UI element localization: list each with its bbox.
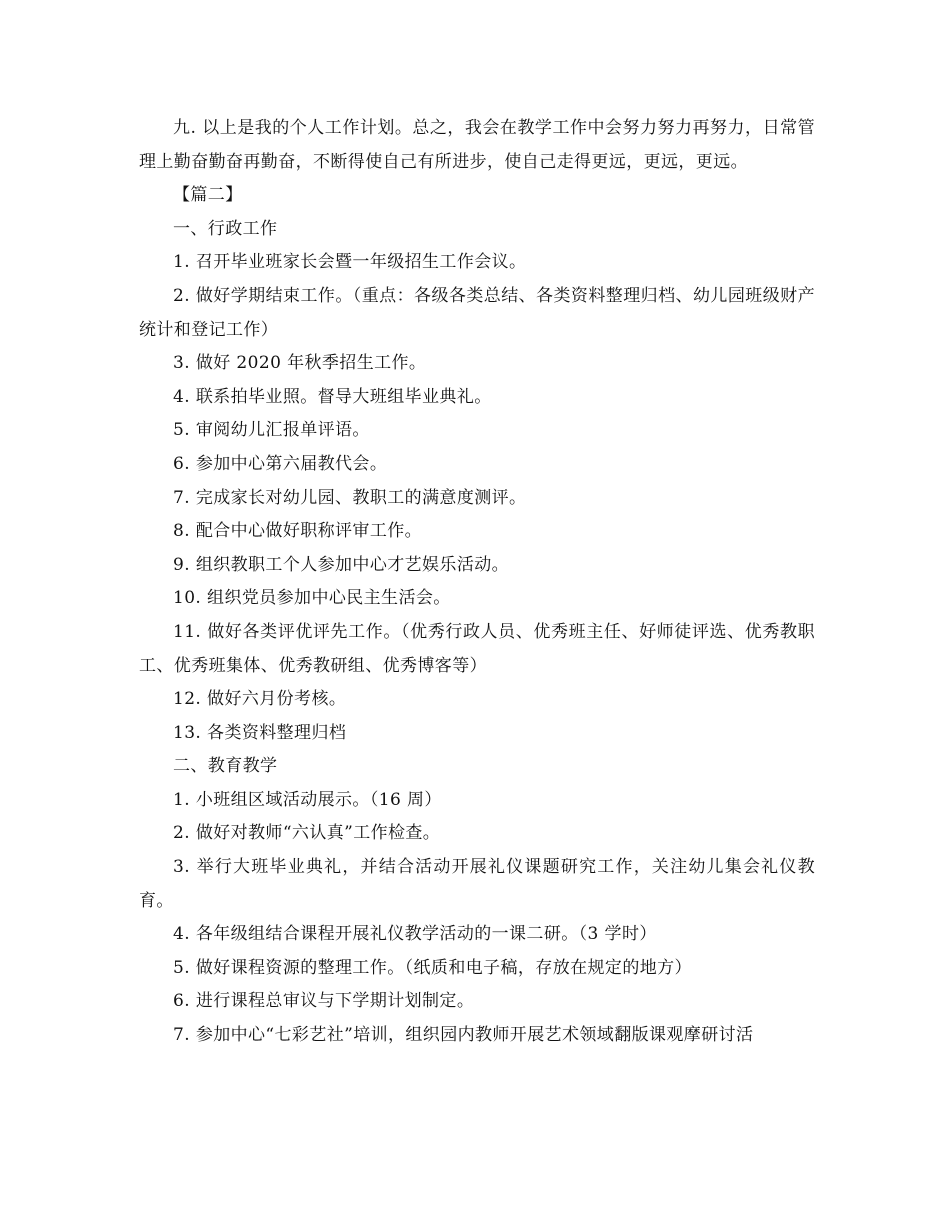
list-item: 7. 参加中心“七彩艺社”培训，组织园内教师开展艺术领域翻版课观摩研讨活 bbox=[173, 1025, 754, 1046]
list-item: 7. 完成家长对幼儿园、教职工的满意度测评。 bbox=[173, 487, 527, 508]
list-item: 13. 各类资料整理归档 bbox=[173, 722, 347, 743]
section-heading-admin: 一、行政工作 bbox=[173, 218, 278, 239]
list-item: 1. 小班组区域活动展示。（16 周） bbox=[173, 789, 442, 810]
list-item: 11. 做好各类评优评先工作。（优秀行政人员、优秀班主任、好师徒评选、优秀教职工、优秀班集体、优秀教研组、优秀博客等） bbox=[139, 621, 815, 676]
list-item: 2. 做好对教师“六认真”工作检查。 bbox=[173, 823, 441, 844]
list-item: 12. 做好六月份考核。 bbox=[173, 689, 347, 710]
list-item: 6. 参加中心第六届教代会。 bbox=[173, 453, 388, 474]
closing-paragraph: 九. 以上是我的个人工作计划。总之，我会在教学工作中会努力努力再努力，日常管理上勤奋勤奋再勤奋，不断得使自己有所进步，使自己走得更远，更远，更远。 bbox=[139, 118, 815, 172]
list-item: 9. 组织教职工个人参加中心才艺娱乐活动。 bbox=[173, 554, 510, 575]
list-item: 5. 做好课程资源的整理工作。（纸质和电子稿，存放在规定的地方） bbox=[173, 957, 692, 978]
list-item: 8. 配合中心做好职称评审工作。 bbox=[173, 521, 423, 542]
section-heading-teaching: 二、教育教学 bbox=[173, 756, 278, 777]
list-item: 1. 召开毕业班家长会暨一年级招生工作会议。 bbox=[173, 252, 527, 273]
list-item: 2. 做好学期结束工作。（重点：各级各类总结、各类资料整理归档、幼儿园班级财产统计和登记工作） bbox=[139, 285, 815, 340]
list-item: 4. 联系拍毕业照。督导大班组毕业典礼。 bbox=[173, 386, 492, 407]
list-item: 4. 各年级组结合课程开展礼仪教学活动的一课二研。（3 学时） bbox=[173, 924, 657, 945]
list-item: 3. 做好 2020 年秋季招生工作。 bbox=[173, 353, 427, 374]
document-body bbox=[139, 112, 815, 1053]
list-item: 10. 组织党员参加中心民主生活会。 bbox=[173, 588, 451, 609]
list-item: 5. 审阅幼儿汇报单评语。 bbox=[173, 420, 370, 441]
list-item: 6. 进行课程总审议与下学期计划制定。 bbox=[173, 991, 475, 1012]
section-marker: 【篇二】 bbox=[173, 185, 243, 206]
list-item: 3. 举行大班毕业典礼，并结合活动开展礼仪课题研究工作，关注幼儿集会礼仪教育。 bbox=[139, 857, 815, 911]
